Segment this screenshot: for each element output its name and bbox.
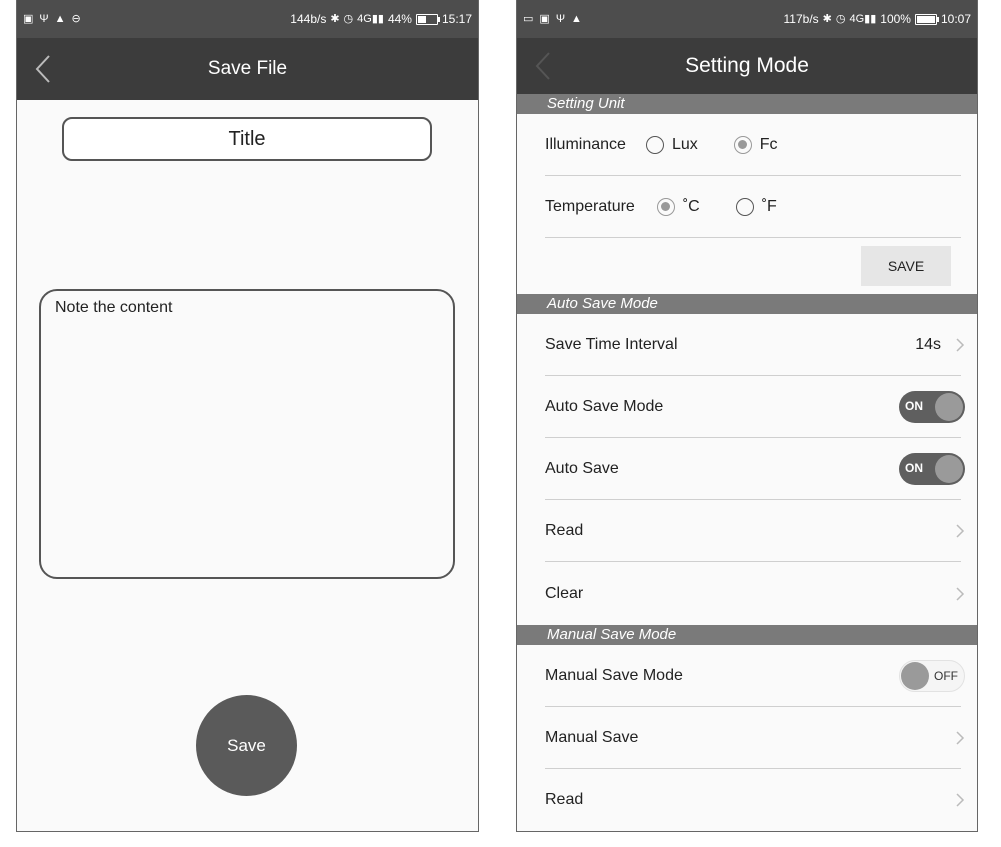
- usb-icon: Ψ: [39, 12, 49, 25]
- unit-save-button[interactable]: SAVE: [861, 246, 951, 286]
- read-label: Read: [545, 791, 584, 808]
- battery-percent: 44%: [387, 12, 412, 26]
- warning-icon: ▲: [54, 12, 66, 25]
- manual-save-mode-row: [517, 645, 977, 707]
- usb-icon: Ψ: [555, 12, 566, 25]
- chevron-right-icon: [955, 792, 965, 808]
- save-button[interactable]: Save: [196, 695, 297, 796]
- fahrenheit-radio[interactable]: [736, 198, 754, 216]
- toggle-knob: [901, 662, 929, 690]
- lux-label: Lux: [671, 136, 698, 153]
- toggle-knob: [935, 393, 963, 421]
- illuminance-row: [517, 114, 977, 176]
- temperature-row: [517, 176, 977, 238]
- title-input[interactable]: Title: [62, 117, 432, 161]
- battery-percent: 100%: [880, 12, 911, 26]
- fahrenheit-label: ˚F: [761, 198, 777, 215]
- note-content-textarea[interactable]: Note the content: [39, 289, 455, 579]
- save-file-screen: [16, 0, 479, 832]
- toggle-state: ON: [905, 461, 923, 475]
- manual-read-row[interactable]: [517, 769, 977, 831]
- warning-icon: ▲: [571, 12, 582, 25]
- auto-save-toggle[interactable]: [899, 453, 965, 485]
- back-arrow-icon[interactable]: [31, 52, 59, 86]
- clock: 10:07: [940, 12, 971, 26]
- section-header-manual-save: Manual Save Mode: [517, 625, 977, 645]
- clock: 15:17: [441, 12, 472, 26]
- bluetooth-icon: ✱: [822, 12, 832, 25]
- manual-save-row[interactable]: [517, 707, 977, 769]
- signal-icon: 4G▮▮: [357, 12, 384, 25]
- auto-save-mode-label: Auto Save Mode: [545, 398, 664, 415]
- network-speed: 117b/s: [783, 12, 819, 26]
- page-title: Setting Mode: [685, 54, 809, 77]
- battery-icon: [416, 14, 438, 25]
- manual-save-mode-label: Manual Save Mode: [545, 667, 683, 684]
- toggle-state: OFF: [934, 669, 958, 683]
- image-icon: ▣: [23, 12, 34, 25]
- unit-save-row: [517, 238, 977, 294]
- chevron-right-icon: [955, 730, 965, 746]
- celsius-radio[interactable]: [657, 198, 675, 216]
- clear-row[interactable]: [517, 562, 977, 625]
- auto-save-label: Auto Save: [545, 460, 619, 477]
- section-header-setting-unit: Setting Unit: [517, 94, 977, 114]
- signal-icon: 4G▮▮: [849, 12, 877, 25]
- network-speed: 144b/s: [290, 12, 327, 26]
- section-header-auto-save: Auto Save Mode: [517, 294, 977, 314]
- message-icon: ▭: [523, 12, 534, 25]
- status-bar: [517, 0, 977, 38]
- save-time-interval-row[interactable]: [517, 314, 977, 376]
- lux-radio[interactable]: [646, 136, 664, 154]
- manual-save-mode-toggle[interactable]: [899, 660, 965, 692]
- illuminance-label: Illuminance: [545, 136, 626, 153]
- chevron-right-icon: [955, 523, 965, 539]
- clear-label: Clear: [545, 584, 584, 602]
- save-time-interval-value: 14s: [915, 336, 941, 353]
- toggle-knob: [935, 455, 963, 483]
- manual-save-label: Manual Save: [545, 729, 639, 746]
- save-time-interval-label: Save Time Interval: [545, 336, 678, 353]
- temperature-label: Temperature: [545, 198, 635, 215]
- setting-mode-screen: [516, 0, 978, 832]
- auto-save-mode-toggle[interactable]: [899, 391, 965, 423]
- app-bar: [517, 38, 977, 94]
- toggle-state: ON: [905, 399, 923, 413]
- status-bar: [17, 0, 478, 38]
- alarm-icon: ◷: [835, 12, 846, 25]
- battery-icon: [915, 14, 937, 25]
- image-icon: ▣: [539, 12, 550, 25]
- read-label: Read: [545, 522, 584, 539]
- page-title: Save File: [207, 58, 288, 79]
- app-bar: [17, 38, 478, 100]
- back-arrow-icon[interactable]: [531, 49, 559, 83]
- auto-read-row[interactable]: [517, 500, 977, 562]
- chevron-right-icon: [955, 586, 965, 602]
- bluetooth-icon: ✱: [330, 12, 340, 25]
- fc-label: Fc: [759, 136, 778, 153]
- auto-save-row: [517, 438, 977, 500]
- auto-save-mode-row: [517, 376, 977, 438]
- chevron-right-icon: [955, 337, 965, 353]
- alarm-icon: ◷: [343, 12, 354, 25]
- celsius-label: ˚C: [682, 198, 700, 215]
- fc-radio[interactable]: [734, 136, 752, 154]
- dnd-icon: ⊖: [71, 12, 81, 25]
